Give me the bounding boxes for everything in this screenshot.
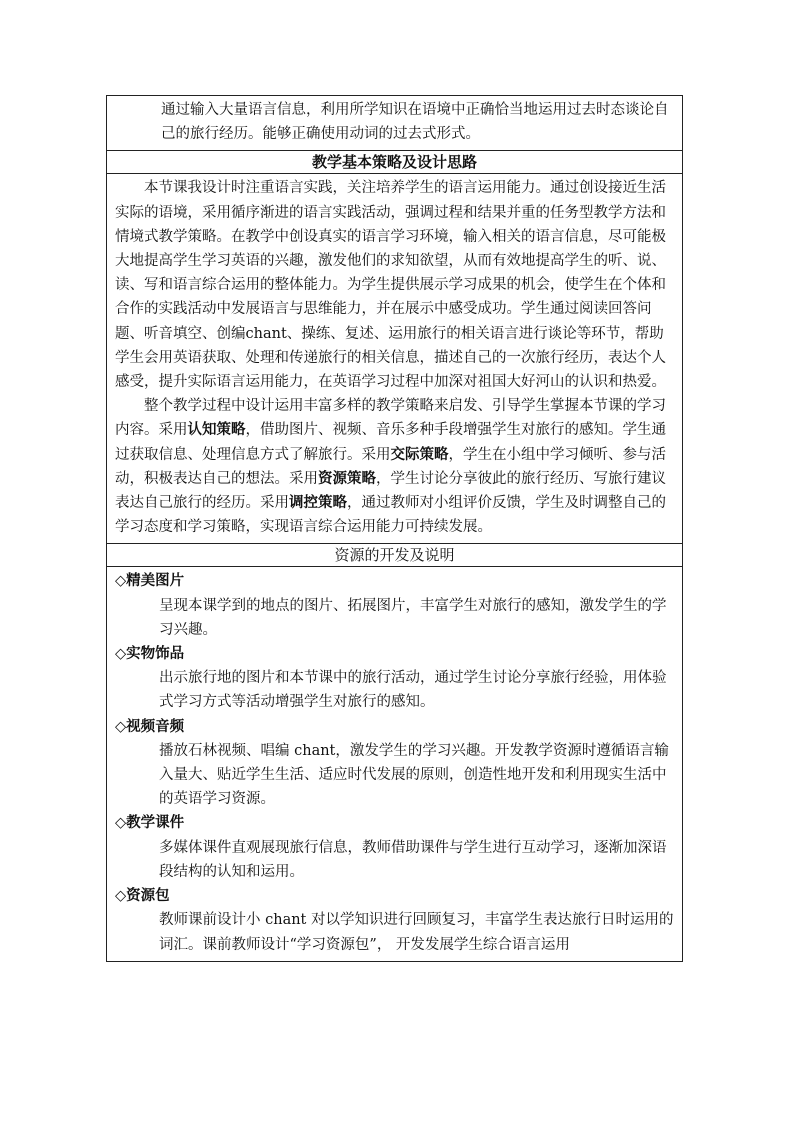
resources-heading-row — [107, 543, 682, 566]
resource-item — [115, 811, 674, 884]
objective-text: 通过输入大量语言信息，利用所学知识在语境中正确恰当地运用过去时态谈论自己的旅行经历。能够正确使用动词的过去式形式。 — [161, 102, 669, 143]
resource-title: 视频音频 — [126, 717, 185, 735]
resource-item — [115, 715, 674, 812]
strategy-p2-text-f: ，通过教师对小组评价反馈，学生及时调整自己的学习态度和学习策略，实现语言综合运用能力可持续发展。 — [115, 495, 666, 536]
strategy-paragraph-2 — [115, 394, 674, 539]
strategy-paragraph-1: 本节课我设计时注重语言实践，关注培养学生的语言运用能力。通过创设接近生活实际的语境，采用循序渐进的语言实践活动，强调过程和结果并重的任务型教学方法和情境式教学策略。在教学中创设真实的语言学习环境，输入相关的语言信息，尽可能极大地提高学生学习英语的兴趣，激发他们的求知欲望，从而有效地提高学生的听、说、读、写和语言综合运用的整体能力。为学生提供展示学习成果的机会，使学生在个体和合作的实践活动中发展语言与思维能力，并在展示中感受成功。学生通过阅读回答问题、听音填空、创编chant、操练、复述、运用旅行的相关语言进行谈论等环节，帮助学生会用英语获取、处理和传递旅行的相关信息，描述自己的一次旅行经历，表达个人感受，提升实际语言运用能力，在英语学习过程中加深对祖国大好河山的认识和热爱。 — [115, 180, 666, 391]
strategy-cognitive: 认知策略 — [187, 421, 246, 439]
resources-heading: 资源的开发及说明 — [334, 546, 455, 565]
resources-content — [107, 567, 682, 960]
resources-content-row — [107, 566, 682, 960]
strategy-heading-row — [107, 150, 682, 173]
strategy-content — [107, 174, 682, 543]
resource-body: 播放石林视频、唱编 chant，激发学生的学习兴趣。开发教学资源时遵循语言输入量大、贴近学生生活、适应时代发展的原则，创造性地开发和利用现实生活中的英语学习资源。 — [159, 742, 669, 808]
strategy-p2-text-d: ，学生在小组中学习倾听、参与活动，积极表达自己的想法。采用 — [115, 446, 666, 487]
diamond-bullet-icon: ◇ — [115, 888, 127, 905]
strategy-resource: 资源策略 — [318, 469, 376, 487]
diamond-bullet-icon: ◇ — [115, 573, 127, 590]
lesson-plan-table — [106, 95, 683, 962]
strategy-p2-text-e: ，学生讨论分享彼此的旅行经历、写旅行建议表达自己旅行的经历。采用 — [115, 470, 666, 512]
resource-title: 实物饰品 — [126, 645, 185, 663]
strategy-p2-text-c: ，借助图片、视频、音乐多种手段增强学生对旅行的感知。学生通过获取信息、处理信息方式了解旅行。采用 — [115, 422, 666, 463]
resource-item — [115, 884, 674, 957]
resource-item — [115, 642, 674, 715]
resource-title: 资源包 — [126, 887, 170, 905]
strategy-p2-text-a: 整个教学过程中设计运用丰富多样的教学策略来启发、引导学生掌握本节课的学习内容。采用 — [115, 398, 666, 439]
strategy-content-row — [107, 173, 682, 543]
resource-title: 精美图片 — [126, 572, 185, 590]
resource-body: 呈现本课学到的地点的图片、拓展图片，丰富学生对旅行的感知，激发学生的学习兴趣。 — [159, 597, 667, 638]
strategy-communicative: 交际策略 — [390, 445, 449, 463]
resource-body: 出示旅行地的图片和本节课中的旅行活动，通过学生讨论分享旅行经验，用体验式学习方式等活动增强学生对旅行的感知。 — [159, 670, 667, 711]
diamond-bullet-icon: ◇ — [115, 718, 127, 735]
resource-item — [115, 569, 674, 642]
resource-title: 教学课件 — [126, 814, 185, 832]
objective-row — [107, 96, 682, 150]
strategy-regulation: 调控策略 — [289, 494, 347, 512]
resource-body: 教师课前设计小 chant 对以学知识进行回顾复习，丰富学生表达旅行日时运用的词汇。课前教师设计“学习资源包”， 开发发展学生综合语言运用 — [159, 912, 674, 953]
strategy-heading: 教学基本策略及设计思路 — [311, 153, 477, 172]
resource-body: 多媒体课件直观展现旅行信息，教师借助课件与学生进行互动学习，逐渐加深语段结构的认知和运用。 — [159, 839, 667, 880]
diamond-bullet-icon: ◇ — [115, 646, 127, 663]
diamond-bullet-icon: ◇ — [115, 815, 127, 832]
